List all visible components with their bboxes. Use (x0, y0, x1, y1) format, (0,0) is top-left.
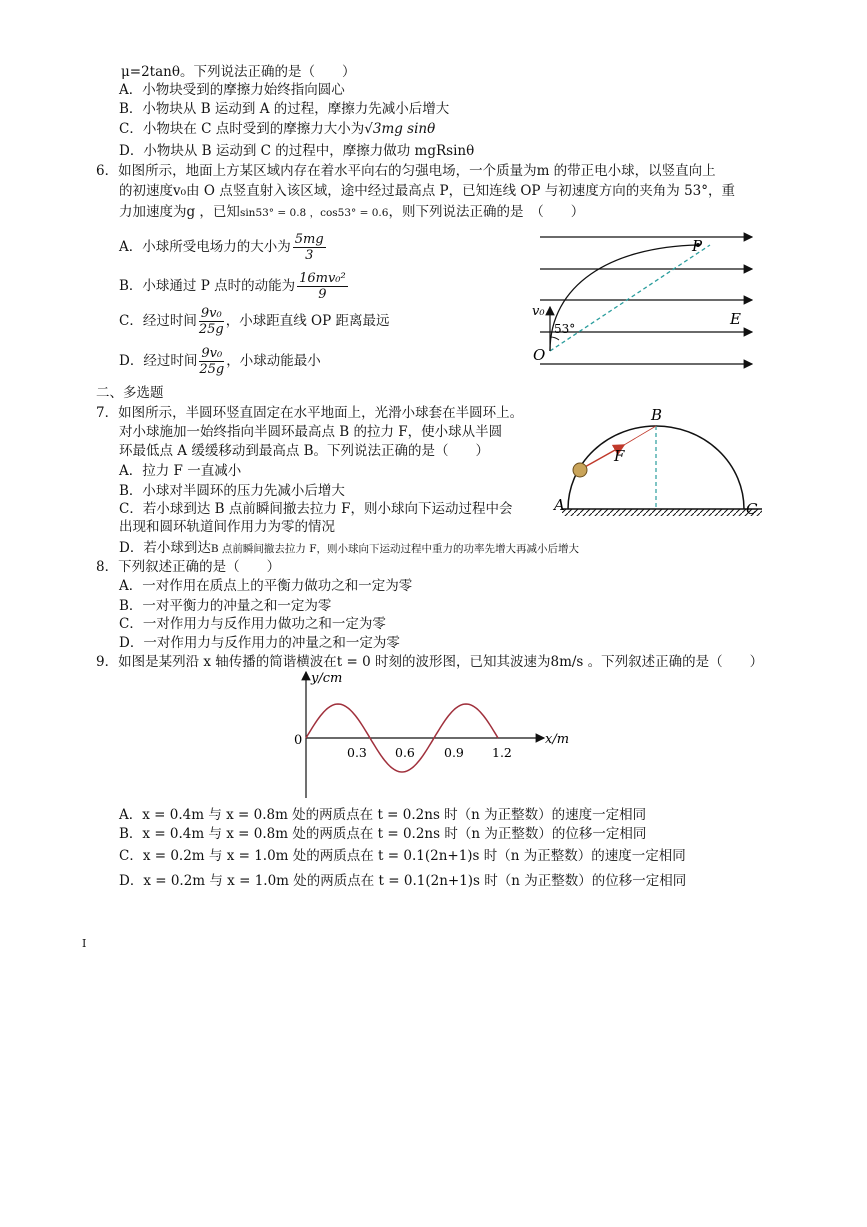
q5-option-d: D．小物块从 B 运动到 C 的过程中，摩擦力做功 mgRsinθ (119, 143, 475, 159)
q7-semicircle-diagram (550, 405, 765, 525)
x-axis-label: x/m (545, 732, 570, 747)
q8-stem: 8．下列叙述正确的是（ ） (96, 559, 281, 575)
label-c: C (746, 500, 758, 518)
q6-stem-line1: 6．如图所示，地面上方某区域内存在着水平向右的匀强电场，一个质量为m 的带正电小球，以竖直向上 (96, 163, 716, 179)
q7-stem-line1: 7．如图所示，半圆环竖直固定在水平地面上，光滑小球套在半圆环上。 (96, 405, 524, 421)
q9-wave-graph (282, 668, 582, 803)
q9-option-c: C．x = 0.2m 与 x = 1.0m 处的两质点在 t = 0.1(2n+1)s 时（n 为正整数）的速度一定相同 (119, 848, 686, 864)
q9-option-b: B．x = 0.4m 与 x = 0.8m 处的两质点在 t = 0.2ns 时（n 为正整数）的位移一定相同 (119, 826, 647, 842)
q6-stem-line3: 力加速度为g ，已知sin53° = 0.8 ，cos53° = 0.6，则下列说法正确的是 （ ） (119, 204, 585, 220)
q5-c-formula: √3mg sinθ (364, 121, 436, 137)
section-multiple-choice: 二、多选题 (96, 385, 164, 401)
q5-option-c: C．小物块在 C 点时受到的摩擦力大小为√3mg sinθ (119, 121, 436, 137)
label-a: A (554, 496, 565, 514)
q6-option-c: C．经过时间 $\frac{\text{9v₀}}{25g}$ ，小球距直线 OP 距离最远 (119, 306, 390, 337)
q7-stem-line2: 对小球施加一始终指向半圆环最高点 B 的拉力 F，使小球从半圆 (119, 424, 503, 440)
label-b: B (651, 406, 663, 424)
y-axis-label: y/cm (311, 671, 343, 686)
ground-hatch (562, 509, 762, 516)
q5-option-b: B．小物块从 B 运动到 A 的过程，摩擦力先减小后增大 (119, 101, 450, 117)
tick-label: 0.6 (395, 745, 415, 760)
tick-label: 1.2 (492, 745, 512, 760)
label-p: P (692, 237, 703, 255)
q6-stem-line2: 的初速度v₀由 O 点竖直射入该区域，途中经过最高点 P，已知连线 OP 与初速度方向的夹角为 53°，重 (119, 183, 736, 199)
label-angle: 53° (554, 322, 576, 336)
q8-option-d: D．一对作用力与反作用力的冲量之和一定为零 (119, 635, 400, 651)
q7-stem-line3: 环最低点 A 缓缓移动到最高点 B。下列说法正确的是（ ） (119, 443, 490, 459)
q8-option-a: A．一对作用在质点上的平衡力做功之和一定为零 (119, 578, 413, 594)
q6-option-b: B．小球通过 P 点时的动能为 $\frac{\text{16mv₀²}}{9}$ (119, 271, 346, 302)
q6-option-d: D．经过时间 $\frac{\text{9v₀}}{25g}$ ，小球动能最小 (119, 346, 321, 377)
q5-condition: μ=2tanθ。下列说法正确的是（ ） (121, 64, 356, 80)
q7-option-a: A．拉力 F 一直减小 (119, 463, 242, 479)
q7-option-d: D．若小球到达B 点前瞬间撤去拉力 F，则小球向下运动过程中重力的功率先增大再减小后增大 (119, 540, 580, 556)
q9-option-d: D．x = 0.2m 与 x = 1.0m 处的两质点在 t = 0.1(2n+1)s 时（n 为正整数）的位移一定相同 (119, 873, 687, 889)
tick-label: 0.9 (444, 745, 464, 760)
pull-direction-line (624, 426, 656, 445)
page-mark: I (82, 937, 87, 950)
q7-option-c-line1: C．若小球到达 B 点前瞬间撤去拉力 F，则小球向下运动过程中会 (119, 501, 513, 517)
label-v0: v₀ (532, 304, 545, 319)
label-e: E (730, 310, 741, 328)
q6-option-a: A．小球所受电场力的大小为 $\frac{5mg}{3}$ (119, 232, 324, 263)
tick-label: 0.3 (347, 745, 367, 760)
label-f: F (614, 447, 625, 465)
q7-option-c-line2: 出现和圆环轨道间作用力为零的情况 (119, 519, 335, 535)
q7-option-b: B．小球对半圆环的压力先减小后增大 (119, 483, 345, 499)
label-o: O (533, 346, 546, 364)
q8-option-b: B．一对平衡力的冲量之和一定为零 (119, 598, 332, 614)
q6-field-diagram (520, 225, 760, 375)
q5-option-a: A．小物块受到的摩擦力始终指向圆心 (119, 82, 345, 98)
q9-option-a: A．x = 0.4m 与 x = 0.8m 处的两质点在 t = 0.2ns 时（n 为正整数）的速度一定相同 (119, 807, 647, 823)
small-ball (573, 463, 587, 477)
origin-label: 0 (294, 733, 303, 748)
q8-option-c: C．一对作用力与反作用力做功之和一定为零 (119, 616, 386, 632)
q9-stem: 9．如图是某列沿 x 轴传播的简谐横波在t = 0 时刻的波形图，已知其波速为8m/s 。下列叙述正确的是（ ） (96, 654, 764, 670)
